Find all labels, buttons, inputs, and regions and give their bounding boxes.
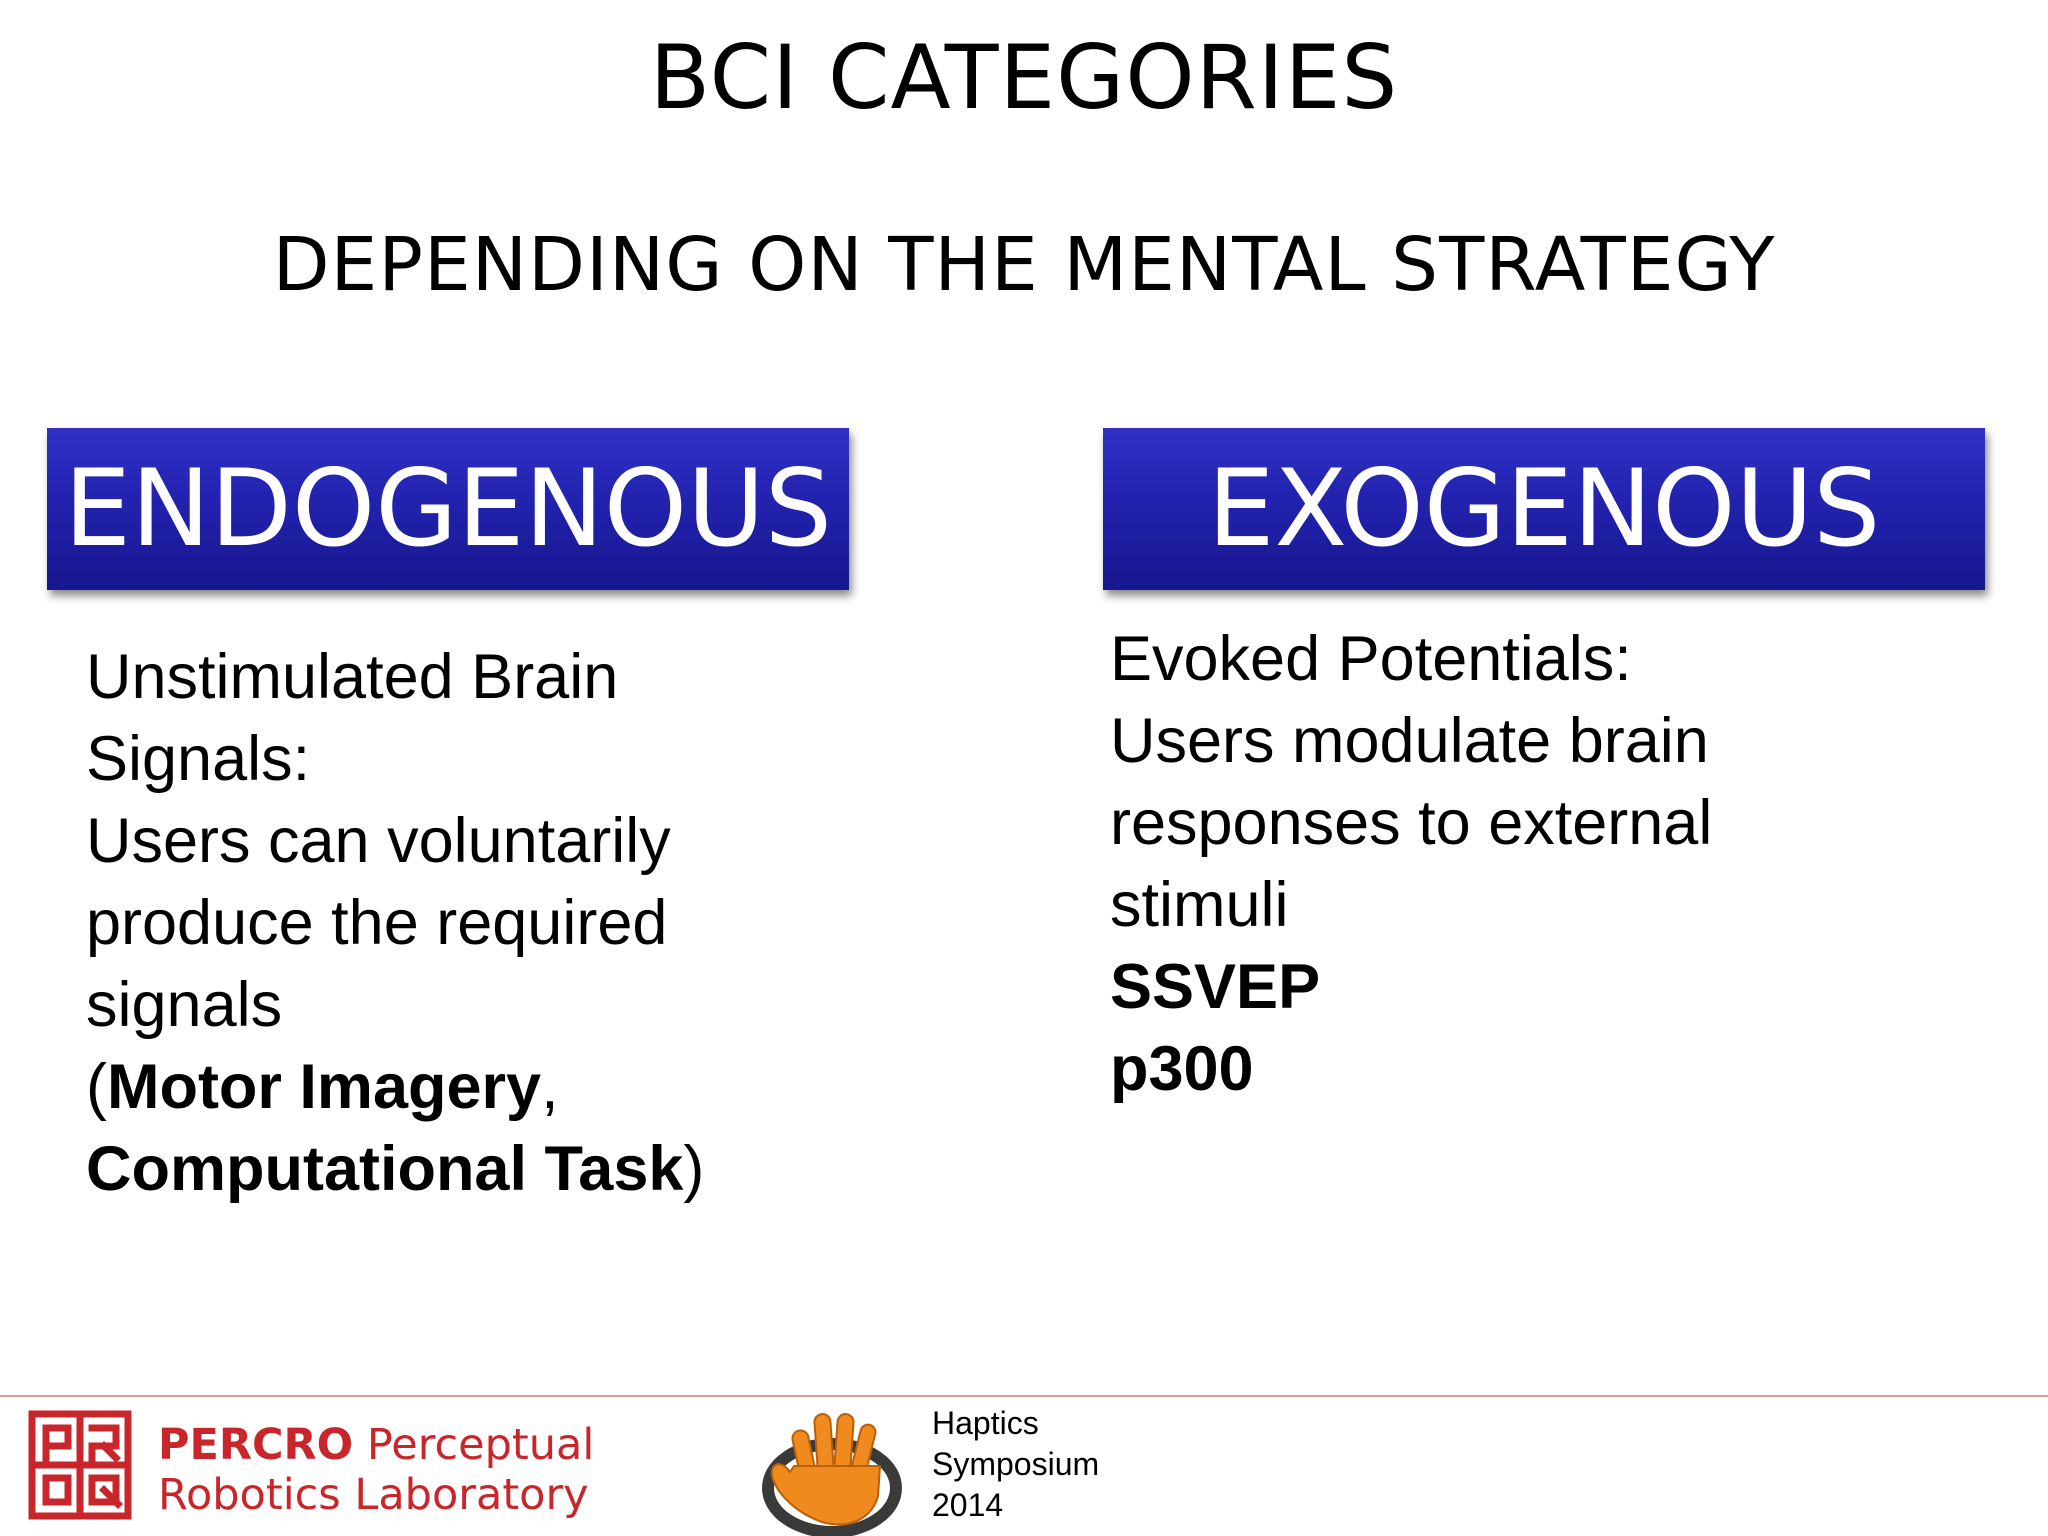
lab-name-rest: Perceptual bbox=[353, 1420, 595, 1470]
event-line: Symposium bbox=[932, 1446, 1100, 1482]
example-computational-task: Computational Task bbox=[86, 1134, 684, 1204]
exogenous-line: responses to external bbox=[1110, 788, 1713, 858]
example-motor-imagery: Motor Imagery bbox=[106, 1052, 542, 1122]
slide-subtitle: DEPENDING ON THE MENTAL STRATEGY bbox=[272, 222, 1776, 308]
endogenous-examples-line1 bbox=[86, 1046, 946, 1128]
percro-maze-logo-icon bbox=[28, 1410, 132, 1520]
exogenous-example-line bbox=[1110, 1028, 1970, 1110]
endogenous-line: signals bbox=[86, 970, 283, 1040]
endogenous-line: Signals: bbox=[86, 724, 311, 794]
endogenous-line: Unstimulated Brain bbox=[86, 642, 619, 712]
lab-name-line1 bbox=[158, 1420, 594, 1470]
lab-name-bold: PERCRO bbox=[158, 1420, 354, 1470]
event-line: Haptics bbox=[932, 1405, 1039, 1441]
exogenous-line: Evoked Potentials: bbox=[1110, 624, 1632, 694]
endogenous-heading: ENDOGENOUS bbox=[63, 447, 833, 570]
lab-name-line2: Robotics Laboratory bbox=[158, 1470, 589, 1520]
slide-title: BCI CATEGORIES bbox=[649, 26, 1399, 129]
example-ssvep: SSVEP bbox=[1110, 952, 1321, 1022]
comma: , bbox=[541, 1052, 559, 1122]
exogenous-description bbox=[1110, 618, 1970, 1110]
event-label bbox=[932, 1403, 1099, 1526]
exogenous-line: Users modulate brain bbox=[1110, 706, 1709, 776]
exogenous-heading-box bbox=[1103, 428, 1985, 590]
endogenous-line: Users can voluntarily bbox=[86, 806, 671, 876]
endogenous-description bbox=[86, 636, 946, 1210]
example-p300: p300 bbox=[1110, 1034, 1254, 1104]
exogenous-example-line bbox=[1110, 946, 1970, 1028]
exogenous-line: stimuli bbox=[1110, 870, 1289, 940]
endogenous-heading-box bbox=[47, 428, 849, 590]
exogenous-heading: EXOGENOUS bbox=[1207, 447, 1881, 570]
footer-divider bbox=[0, 1395, 2048, 1397]
orange-hand-logo-icon bbox=[760, 1400, 910, 1536]
lab-name bbox=[158, 1420, 594, 1520]
close-paren: ) bbox=[683, 1134, 705, 1204]
endogenous-examples-line2 bbox=[86, 1128, 946, 1210]
open-paren: ( bbox=[86, 1052, 107, 1122]
endogenous-line: produce the required bbox=[86, 888, 668, 958]
event-line: 2014 bbox=[932, 1487, 1004, 1523]
